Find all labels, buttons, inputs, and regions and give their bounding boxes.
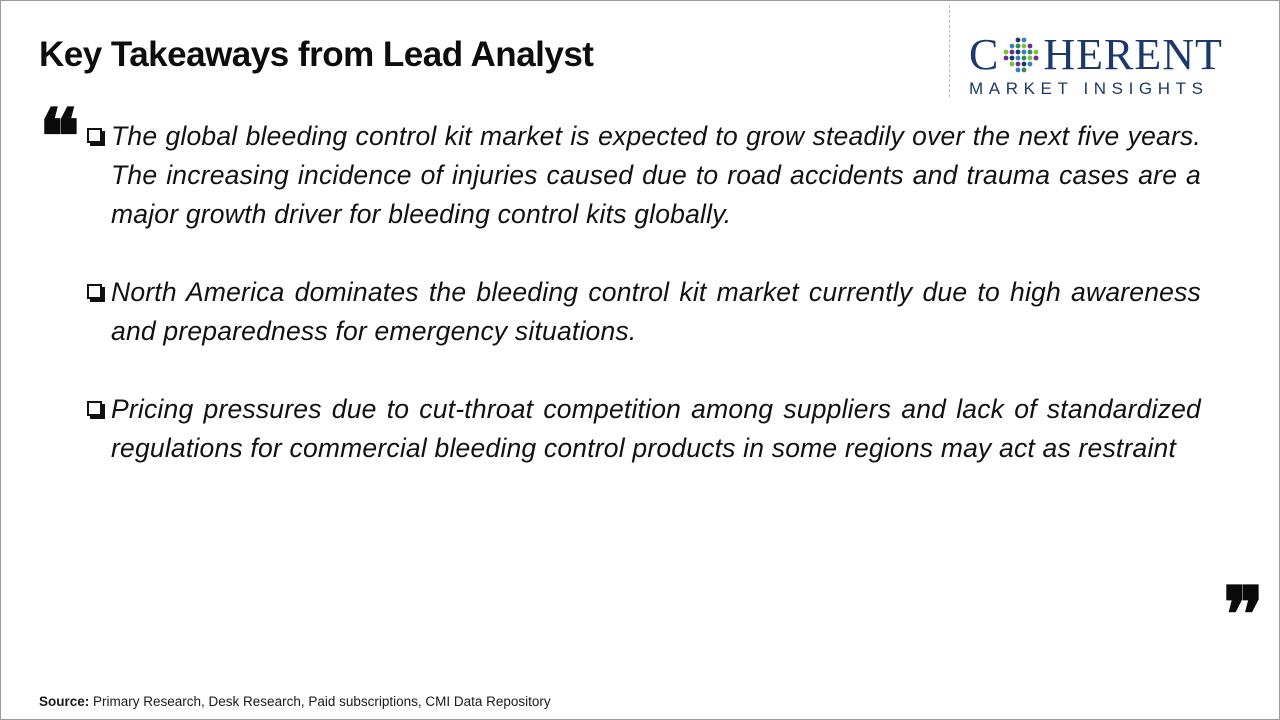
takeaways-list: [87, 117, 1201, 507]
takeaway-item: [87, 273, 1201, 351]
logo-dot: [1022, 50, 1027, 55]
logo-dot: [1022, 38, 1027, 43]
takeaway-item: [87, 117, 1201, 234]
takeaway-text: North America dominates the bleeding control kit market currently due to high awareness and preparedness for emergency situations.: [111, 277, 1201, 346]
logo-dot: [1010, 62, 1015, 67]
logo-dot: [1028, 50, 1033, 55]
checkbox-bullet-icon: [87, 128, 102, 143]
close-quote-icon: ❞: [1223, 570, 1264, 659]
logo-dot: [1028, 62, 1033, 67]
page-title: Key Takeaways from Lead Analyst: [39, 35, 594, 74]
logo-divider: [949, 5, 950, 97]
logo-letter-c: C: [969, 30, 1000, 79]
logo-dot: [1022, 56, 1027, 61]
logo-dot: [1016, 68, 1021, 73]
source-note: [39, 694, 551, 709]
logo-dot: [1016, 44, 1021, 49]
logo-dot: [1028, 56, 1033, 61]
source-text: Primary Research, Desk Research, Paid subscriptions, CMI Data Repository: [89, 694, 551, 709]
logo-dot: [1010, 44, 1015, 49]
logo-dot: [1022, 62, 1027, 67]
logo-dots-icon: [1001, 35, 1041, 75]
takeaway-text: Pricing pressures due to cut-throat competition among suppliers and lack of standardized regulations for commercial bleeding control products in some regions may act as restraint: [111, 394, 1201, 463]
logo-dot: [1016, 38, 1021, 43]
logo-dot: [1010, 56, 1015, 61]
logo-dot: [1034, 56, 1039, 61]
logo-dot: [1004, 56, 1009, 61]
logo-dot: [1022, 44, 1027, 49]
logo-wordmark: HERENT: [1043, 30, 1223, 79]
logo-dot: [1022, 68, 1027, 73]
takeaway-text: The global bleeding control kit market is expected to grow steadily over the next five years. The increasing incidence of injuries caused due to road accidents and trauma cases are a major growth driver for bleeding control kits globally.: [111, 121, 1201, 229]
logo-dot: [1034, 50, 1039, 55]
logo-dot: [1028, 44, 1033, 49]
open-quote-icon: ❝: [39, 92, 80, 181]
checkbox-bullet-icon: [87, 401, 102, 416]
source-label: Source:: [39, 694, 90, 709]
checkbox-bullet-icon: [87, 284, 102, 299]
logo-dot: [1016, 62, 1021, 67]
takeaway-item: [87, 390, 1201, 468]
logo-dot: [1016, 50, 1021, 55]
logo-dot: [1004, 50, 1009, 55]
logo-dot: [1016, 56, 1021, 61]
logo-subtitle: MARKET INSIGHTS: [969, 79, 1209, 98]
coherent-market-insights-logo: [969, 31, 1261, 101]
logo-dot: [1010, 50, 1015, 55]
